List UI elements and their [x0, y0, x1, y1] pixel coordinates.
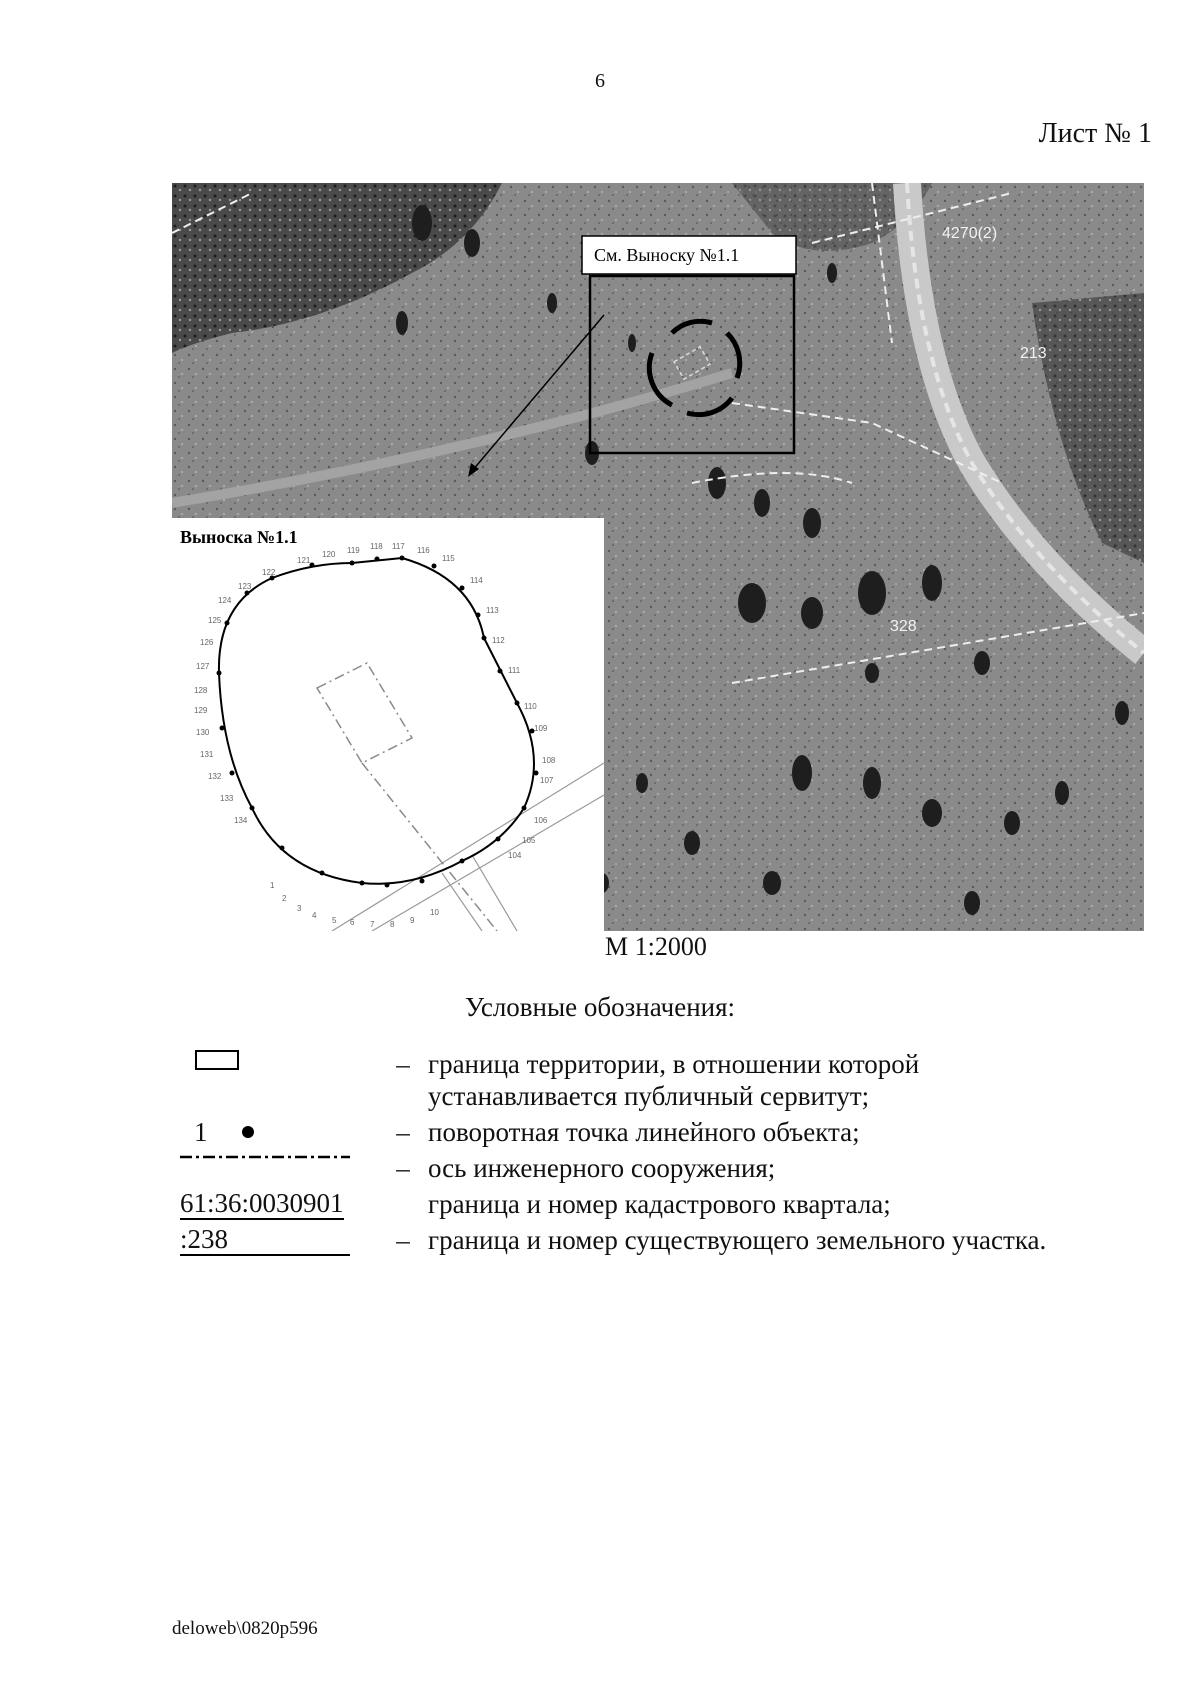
callout-label: См. Выноску №1.1 [594, 245, 740, 265]
point-number: 7 [370, 920, 375, 929]
legend-desc: граница и номер существующего земельного участка. [428, 1225, 1047, 1255]
point-number: 130 [196, 728, 210, 737]
point-number: 9 [410, 916, 415, 925]
document-footer: deloweb\0820p596 [172, 1618, 318, 1639]
point-number: 105 [522, 836, 536, 845]
point-number: 5 [332, 916, 337, 925]
point-number: 124 [218, 596, 232, 605]
map-svg [172, 183, 1144, 931]
point-number: 129 [194, 706, 208, 715]
point-number: 122 [262, 568, 276, 577]
legend-desc: граница и номер кадастрового квартала; [428, 1189, 891, 1219]
point-number: 1 [270, 881, 275, 890]
point-number: 132 [208, 772, 222, 781]
dash-dot-line-icon [180, 1150, 350, 1164]
parcel-label: 4270(2) [942, 225, 998, 242]
legend-point-number: 1 [194, 1117, 208, 1147]
legend-desc: граница территории, в отношении которой устанавливается публичный сервитут; [428, 1049, 920, 1111]
point-number: 115 [442, 554, 455, 563]
legend-dash: – [396, 1117, 410, 1147]
point-number: 131 [200, 750, 214, 759]
point-number: 111 [508, 666, 521, 675]
point-dot-icon [242, 1126, 254, 1138]
point-number: 133 [220, 794, 234, 803]
point-number: 116 [417, 546, 430, 555]
map-figure [172, 183, 1144, 931]
point-number: 126 [200, 638, 214, 647]
point-number: 4 [312, 911, 317, 920]
parcel-label: 213 [1020, 345, 1047, 362]
point-number: 119 [347, 546, 360, 555]
point-number: 10 [430, 908, 439, 917]
map-scale: М 1:2000 [605, 932, 707, 961]
sheet-label: Лист № 1 [1038, 118, 1152, 149]
parcel-label: 328 [890, 618, 917, 635]
legend-desc: поворотная точка линейного объекта; [428, 1117, 860, 1147]
legend-dash: – [396, 1153, 410, 1183]
page-number: 6 [595, 70, 605, 92]
point-number: 104 [508, 851, 522, 860]
legend-rect-symbol [195, 1050, 239, 1070]
point-number: 120 [322, 550, 336, 559]
point-number: 3 [297, 904, 302, 913]
point-number: 117 [392, 542, 405, 551]
point-number: 109 [534, 724, 548, 733]
point-number: 118 [370, 542, 383, 551]
point-number: 108 [542, 756, 556, 765]
point-number: 123 [238, 582, 252, 591]
point-number: 106 [534, 816, 548, 825]
point-number: 125 [208, 616, 222, 625]
point-number: 121 [297, 556, 311, 565]
point-number: 107 [540, 776, 554, 785]
point-number: 128 [194, 686, 208, 695]
point-number: 127 [196, 662, 210, 671]
legend-dash: – [396, 1049, 410, 1079]
land-plot-number: :238 [180, 1224, 350, 1256]
inset-title: Выноска №1.1 [180, 527, 298, 547]
legend-desc: ось инженерного сооружения; [428, 1153, 776, 1183]
point-number: 112 [492, 636, 505, 645]
point-number: 6 [350, 918, 355, 927]
point-number: 113 [486, 606, 499, 615]
point-number: 2 [282, 894, 287, 903]
legend-dash: – [396, 1225, 410, 1255]
point-number: 8 [390, 920, 395, 929]
point-number: 114 [470, 576, 483, 585]
point-number: 110 [524, 702, 537, 711]
point-number: 134 [234, 816, 248, 825]
cadastral-quarter-number: 61:36:0030901 [180, 1188, 344, 1218]
legend-title: Условные обозначения: [464, 992, 736, 1022]
